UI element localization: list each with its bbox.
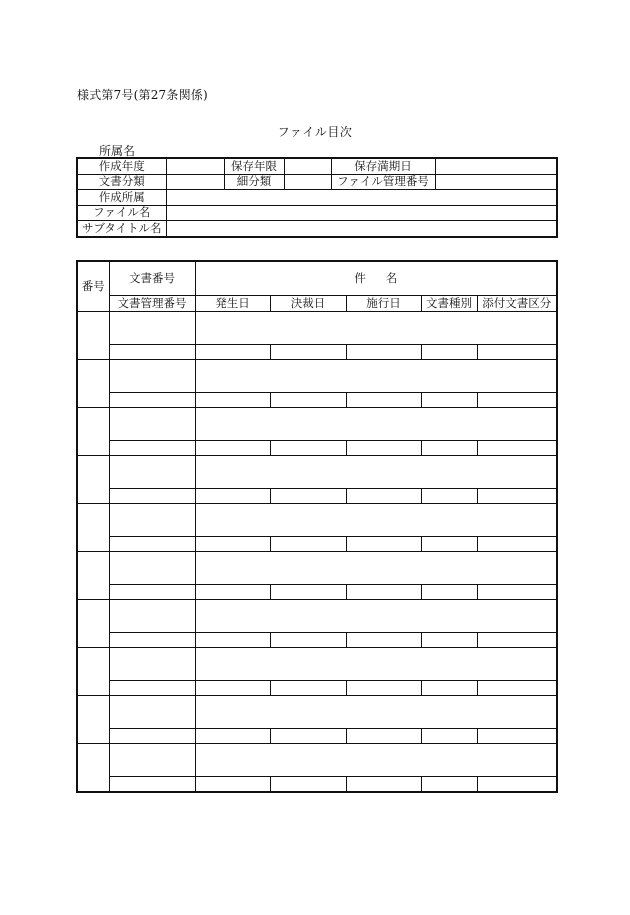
subject-cell[interactable]: [195, 696, 557, 729]
attachment-category-cell[interactable]: [477, 585, 557, 600]
entry-row: [77, 360, 557, 393]
subtitle-label: サブタイトル名: [77, 221, 166, 237]
info-row-4: [77, 205, 557, 221]
issue-date-cell[interactable]: [195, 681, 270, 696]
enforcement-date-header: 施行日: [346, 296, 421, 312]
file-info-table: [76, 157, 558, 238]
approval-date-cell[interactable]: [270, 489, 346, 504]
document-number-cell[interactable]: [109, 504, 195, 537]
document-type-cell[interactable]: [421, 489, 477, 504]
approval-date-cell[interactable]: [270, 681, 346, 696]
document-management-number-cell[interactable]: [109, 345, 195, 360]
document-title: ファイル目次: [277, 125, 353, 139]
created-year-label: 作成年度: [77, 158, 166, 174]
document-number-cell[interactable]: [109, 456, 195, 489]
info-row-2: [77, 174, 557, 190]
entry-number-cell[interactable]: [77, 456, 109, 504]
document-management-number-cell[interactable]: [109, 489, 195, 504]
entry-number-cell[interactable]: [77, 696, 109, 744]
entry-number-cell[interactable]: [77, 504, 109, 552]
document-management-number-cell[interactable]: [109, 537, 195, 552]
document-management-number-cell[interactable]: [109, 681, 195, 696]
issue-date-cell[interactable]: [195, 585, 270, 600]
entry-row: [77, 504, 557, 537]
subcategory-field[interactable]: [284, 174, 331, 190]
approval-date-cell[interactable]: [270, 633, 346, 648]
entry-detail-row: [77, 345, 557, 360]
attachment-category-cell[interactable]: [477, 777, 557, 793]
document-number-cell[interactable]: [109, 360, 195, 393]
issue-date-cell[interactable]: [195, 441, 270, 456]
document-type-cell[interactable]: [421, 441, 477, 456]
entry-number-cell[interactable]: [77, 600, 109, 648]
creating-department-label: 作成所属: [77, 190, 166, 206]
document-type-cell[interactable]: [421, 777, 477, 793]
document-management-number-cell[interactable]: [109, 441, 195, 456]
enforcement-date-cell[interactable]: [346, 537, 421, 552]
attachment-category-cell[interactable]: [477, 729, 557, 744]
file-name-field[interactable]: [166, 205, 557, 221]
entry-row: [77, 408, 557, 441]
approval-date-cell[interactable]: [270, 729, 346, 744]
subcategory-label: 細分類: [224, 174, 284, 190]
approval-date-cell[interactable]: [270, 345, 346, 360]
attachment-category-cell[interactable]: [477, 633, 557, 648]
enforcement-date-cell[interactable]: [346, 345, 421, 360]
document-management-number-cell[interactable]: [109, 393, 195, 408]
entry-detail-row: [77, 681, 557, 696]
form-number: 様式第7号(第27条関係): [77, 88, 208, 102]
document-management-number-cell[interactable]: [109, 633, 195, 648]
issue-date-cell[interactable]: [195, 729, 270, 744]
attachment-category-cell[interactable]: [477, 345, 557, 360]
approval-date-cell[interactable]: [270, 537, 346, 552]
entry-number-cell[interactable]: [77, 360, 109, 408]
approval-date-cell[interactable]: [270, 777, 346, 793]
document-number-cell[interactable]: [109, 696, 195, 729]
attachment-category-cell[interactable]: [477, 537, 557, 552]
entry-detail-row: [77, 537, 557, 552]
retention-period-label: 保存年限: [224, 158, 284, 174]
approval-date-cell[interactable]: [270, 585, 346, 600]
entry-row: [77, 552, 557, 585]
entry-detail-row: [77, 489, 557, 504]
enforcement-date-cell[interactable]: [346, 633, 421, 648]
subject-cell[interactable]: [195, 312, 557, 345]
subject-cell[interactable]: [195, 408, 557, 441]
document-management-number-cell[interactable]: [109, 729, 195, 744]
subject-cell[interactable]: [195, 456, 557, 489]
attachment-category-cell[interactable]: [477, 681, 557, 696]
document-category-label: 文書分類: [77, 174, 166, 190]
department-label: 所属名: [99, 144, 136, 158]
entry-detail-row: [77, 729, 557, 744]
created-year-field[interactable]: [166, 158, 224, 174]
entry-number-cell[interactable]: [77, 744, 109, 793]
document-number-cell[interactable]: [109, 408, 195, 441]
entry-number-cell[interactable]: [77, 408, 109, 456]
entry-row: [77, 696, 557, 729]
list-header-row-2: [77, 296, 557, 312]
enforcement-date-cell[interactable]: [346, 441, 421, 456]
document-number-cell[interactable]: [109, 600, 195, 633]
entry-detail-row: [77, 585, 557, 600]
subject-header-part-1: 件: [354, 270, 366, 285]
entry-row: [77, 648, 557, 681]
issue-date-cell[interactable]: [195, 537, 270, 552]
entry-row: [77, 744, 557, 777]
document-management-number-header: 文書管理番号: [109, 296, 195, 312]
retention-period-field[interactable]: [284, 158, 331, 174]
creating-department-field[interactable]: [166, 190, 557, 206]
file-management-number-label: ファイル管理番号: [331, 174, 435, 190]
document-list-table: [76, 260, 558, 793]
issue-date-cell[interactable]: [195, 489, 270, 504]
document-type-cell[interactable]: [421, 729, 477, 744]
document-type-cell[interactable]: [421, 393, 477, 408]
document-type-cell[interactable]: [421, 345, 477, 360]
retention-expiry-field[interactable]: [435, 158, 557, 174]
enforcement-date-cell[interactable]: [346, 489, 421, 504]
subject-cell[interactable]: [195, 504, 557, 537]
subject-cell[interactable]: [195, 360, 557, 393]
enforcement-date-cell[interactable]: [346, 393, 421, 408]
entry-number-cell[interactable]: [77, 312, 109, 360]
file-name-label: ファイル名: [77, 205, 166, 221]
issue-date-cell[interactable]: [195, 777, 270, 793]
issue-date-header: 発生日: [195, 296, 270, 312]
number-header: 番号: [77, 261, 109, 312]
document-number-cell[interactable]: [109, 648, 195, 681]
entry-detail-row: [77, 393, 557, 408]
attachment-category-header: 添付文書区分: [477, 296, 557, 312]
attachment-category-cell[interactable]: [477, 393, 557, 408]
list-header-row-1: [77, 261, 557, 296]
entry-number-cell[interactable]: [77, 648, 109, 696]
info-row-1: [77, 158, 557, 174]
document-management-number-cell[interactable]: [109, 585, 195, 600]
subject-cell[interactable]: [195, 600, 557, 633]
entry-row: [77, 312, 557, 345]
subject-cell[interactable]: [195, 648, 557, 681]
subtitle-field[interactable]: [166, 221, 557, 237]
subject-cell[interactable]: [195, 744, 557, 777]
document-type-cell[interactable]: [421, 633, 477, 648]
info-row-5: [77, 221, 557, 237]
attachment-category-cell[interactable]: [477, 489, 557, 504]
issue-date-cell[interactable]: [195, 633, 270, 648]
document-type-header: 文書種別: [421, 296, 477, 312]
subject-cell[interactable]: [195, 552, 557, 585]
enforcement-date-cell[interactable]: [346, 681, 421, 696]
document-management-number-cell[interactable]: [109, 777, 195, 793]
file-management-number-field[interactable]: [435, 174, 557, 190]
entry-row: [77, 456, 557, 489]
document-number-cell[interactable]: [109, 552, 195, 585]
document-type-cell[interactable]: [421, 537, 477, 552]
document-number-header: 文書番号: [109, 261, 195, 296]
document-number-cell[interactable]: [109, 744, 195, 777]
enforcement-date-cell[interactable]: [346, 585, 421, 600]
entry-detail-row: [77, 777, 557, 793]
document-category-field[interactable]: [166, 174, 224, 190]
issue-date-cell[interactable]: [195, 345, 270, 360]
entry-row: [77, 600, 557, 633]
enforcement-date-cell[interactable]: [346, 777, 421, 793]
document-number-cell[interactable]: [109, 312, 195, 345]
subject-header: [195, 261, 557, 296]
approval-date-cell[interactable]: [270, 393, 346, 408]
info-row-3: [77, 190, 557, 206]
document-type-cell[interactable]: [421, 681, 477, 696]
document-type-cell[interactable]: [421, 585, 477, 600]
entry-detail-row: [77, 441, 557, 456]
entry-detail-row: [77, 633, 557, 648]
approval-date-header: 決裁日: [270, 296, 346, 312]
issue-date-cell[interactable]: [195, 393, 270, 408]
approval-date-cell[interactable]: [270, 441, 346, 456]
entry-number-cell[interactable]: [77, 552, 109, 600]
attachment-category-cell[interactable]: [477, 441, 557, 456]
enforcement-date-cell[interactable]: [346, 729, 421, 744]
subject-header-part-2: 名: [385, 270, 398, 285]
retention-expiry-label: 保存満期日: [331, 158, 435, 174]
